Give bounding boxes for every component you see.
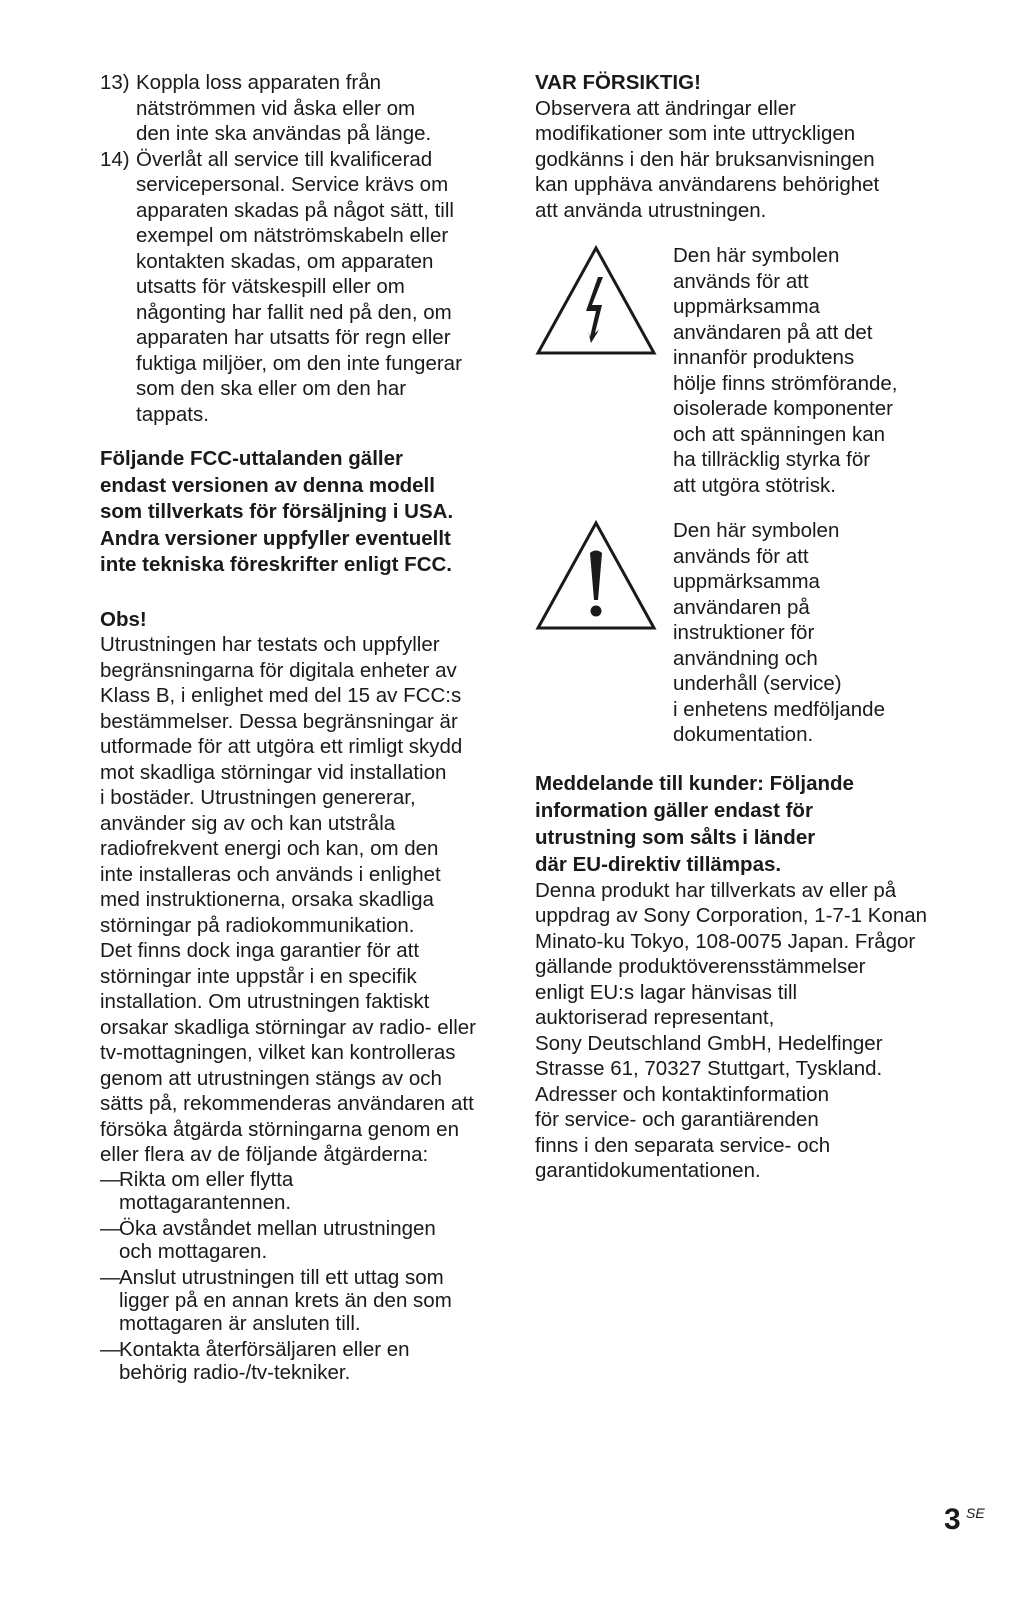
symbol-line: instruktioner för	[673, 621, 815, 644]
left-column	[100, 70, 485, 1387]
obs-line: genom att utrustningen stängs av och	[100, 1066, 442, 1090]
item-text	[136, 147, 485, 428]
caution-line: godkänns i den här bruksanvisningen	[535, 147, 875, 171]
symbol-line: användning och	[673, 646, 818, 670]
dash-bullet: —	[100, 1337, 121, 1361]
obs-line: sätts på, rekommenderas användaren att	[100, 1092, 474, 1115]
caution-line: kan upphäva användarens behörighet	[535, 173, 880, 196]
eu-notice-heading	[535, 770, 930, 878]
obs-line: bestämmelser. Dessa begränsningar är	[100, 709, 458, 733]
item-line: Koppla loss apparaten från	[136, 71, 382, 94]
item-number: 14)	[100, 147, 130, 171]
numbered-item-13	[100, 70, 485, 147]
symbol-line: hölje finns strömförande,	[673, 371, 898, 395]
lightning-symbol-notice	[535, 243, 930, 498]
obs-line: radiofrekvent energi och kan, om den	[100, 837, 439, 860]
eu-line: Adresser och kontaktinformation	[535, 1082, 829, 1106]
exclamation-symbol-notice	[535, 518, 930, 748]
symbol-line: används för att	[673, 269, 809, 293]
list-item-line: behörig radio-/tv-tekniker.	[119, 1360, 351, 1384]
eu-line: garantidokumentationen.	[535, 1159, 761, 1182]
obs-line: använder sig av och kan utstråla	[100, 811, 396, 835]
obs-line: med instruktionerna, orsaka skadliga	[100, 888, 434, 911]
obs-line: orsakar skadliga störningar av radio- eller	[100, 1015, 477, 1039]
list-item	[100, 1266, 485, 1335]
obs-line: störningar på radiokommunikation.	[100, 913, 415, 937]
obs-line: störningar inte uppstår i en specifik	[100, 964, 417, 988]
right-column	[535, 70, 930, 1184]
caution-line: att använda utrustningen.	[535, 198, 767, 222]
item-line: utsatts för vätskespill eller om	[136, 275, 405, 298]
caution-heading: VAR FÖRSIKTIG!	[535, 71, 701, 94]
list-item	[100, 1168, 485, 1214]
eu-line: Sony Deutschland GmbH, Hedelfinger	[535, 1031, 883, 1055]
item-line: Överlåt all service till kvalificerad	[136, 147, 433, 171]
symbol-line: användaren på att det	[673, 320, 873, 344]
fcc-statement	[100, 446, 485, 579]
symbol-line: ha tillräcklig styrka för	[673, 448, 871, 471]
symbol-line: att utgöra stötrisk.	[673, 473, 836, 497]
item-number: 13)	[100, 71, 130, 94]
symbol-line: och att spänningen kan	[673, 422, 885, 446]
list-item-line: ligger på en annan krets än den som	[119, 1288, 452, 1312]
symbol-line: Den här symbolen	[673, 519, 840, 542]
obs-line: Utrustningen har testats och uppfyller	[100, 633, 440, 656]
eu-notice-body	[535, 878, 930, 1184]
obs-line: inte installeras och används i enlighet	[100, 862, 441, 886]
fcc-line: inte tekniska föreskrifter enligt FCC.	[100, 553, 453, 576]
list-item-line: Anslut utrustningen till ett uttag som	[119, 1265, 444, 1289]
eu-line: Strasse 61, 70327 Stuttgart, Tyskland.	[535, 1057, 883, 1080]
exclamation-symbol-text	[673, 518, 885, 748]
symbol-line: underhåll (service)	[673, 672, 842, 695]
fcc-line: Följande FCC-uttalanden gäller	[100, 447, 403, 470]
fcc-line: endast versionen av denna modell	[100, 473, 435, 497]
obs-line: försöka åtgärda störningarna genom en	[100, 1117, 459, 1141]
symbol-line: i enhetens medföljande	[673, 697, 885, 721]
item-line: apparaten skadas på något sätt, till	[136, 198, 454, 222]
item-line: fuktiga miljöer, om den inte fungerar	[136, 351, 462, 375]
item-line: apparaten har utsatts för regn eller	[136, 326, 451, 349]
caution-line: Observera att ändringar eller	[535, 96, 796, 120]
dash-bullet: —	[100, 1167, 121, 1191]
obs-body	[100, 632, 485, 1168]
language-code: SE	[966, 1505, 985, 1521]
caution-line: modifikationer som inte uttryckligen	[535, 122, 856, 145]
eu-heading-line: där EU-direktiv tillämpas.	[535, 852, 782, 876]
dash-bullet: —	[100, 1265, 121, 1289]
list-item	[100, 1217, 485, 1263]
eu-line: för service- och garantiärenden	[535, 1108, 819, 1131]
measures-list	[100, 1168, 485, 1384]
item-line: som den ska eller om den har	[136, 377, 407, 400]
item-line: exempel om nätströmskabeln eller	[136, 224, 449, 247]
list-item-line: mottagaren är ansluten till.	[119, 1311, 361, 1335]
eu-line: Minato-ku Tokyo, 108-0075 Japan. Frågor	[535, 929, 916, 953]
obs-line: mot skadliga störningar vid installation	[100, 760, 447, 784]
symbol-line: användaren på	[673, 595, 810, 619]
item-line: nätströmmen vid åska eller om	[136, 96, 416, 120]
eu-heading-line: Meddelande till kunder: Följande	[535, 771, 854, 795]
eu-line: Denna produkt har tillverkats av eller på	[535, 878, 897, 902]
obs-line: eller flera av de följande åtgärderna:	[100, 1143, 429, 1166]
dash-bullet: —	[100, 1216, 121, 1240]
eu-line: uppdrag av Sony Corporation, 1-7-1 Konan	[535, 904, 928, 927]
item-line: tappats.	[136, 402, 209, 426]
page-number: 3	[944, 1503, 961, 1536]
lightning-symbol-text	[673, 243, 897, 498]
eu-line: finns i den separata service- och	[535, 1133, 831, 1157]
obs-heading: Obs!	[100, 607, 147, 631]
item-line: den inte ska användas på länge.	[136, 122, 432, 145]
symbol-line: oisolerade komponenter	[673, 397, 893, 420]
obs-line: utformade för att utgöra ett rimligt skydd	[100, 735, 463, 758]
item-line: servicepersonal. Service krävs om	[136, 173, 449, 196]
symbol-line: används för att	[673, 544, 809, 568]
eu-line: enligt EU:s lagar hänvisas till	[535, 980, 798, 1004]
list-item-line: Öka avståndet mellan utrustningen	[119, 1216, 436, 1240]
lightning-warning-triangle-icon	[535, 243, 673, 498]
item-text	[136, 70, 485, 147]
exclamation-warning-triangle-icon	[535, 518, 673, 748]
caution-body	[535, 96, 930, 224]
fcc-line: som tillverkats för försäljning i USA.	[100, 500, 454, 523]
item-line: kontakten skadas, om apparaten	[136, 249, 434, 273]
obs-line: tv-mottagningen, vilket kan kontrolleras	[100, 1041, 456, 1064]
eu-heading-line: utrustning som sålts i länder	[535, 825, 816, 849]
symbol-line: Den här symbolen	[673, 244, 840, 267]
symbol-line: uppmärksamma	[673, 295, 820, 318]
fcc-line: Andra versioner uppfyller eventuellt	[100, 526, 451, 550]
list-item-line: Kontakta återförsäljaren eller en	[119, 1337, 410, 1361]
obs-line: Klass B, i enlighet med del 15 av FCC:s	[100, 684, 462, 707]
numbered-item-14	[100, 147, 485, 428]
eu-heading-line: information gäller endast för	[535, 798, 813, 822]
list-item-line: Rikta om eller flytta	[119, 1167, 294, 1191]
obs-line: i bostäder. Utrustningen genererar,	[100, 786, 416, 809]
symbol-line: dokumentation.	[673, 723, 814, 746]
list-item	[100, 1338, 485, 1384]
eu-line: gällande produktöverensstämmelser	[535, 955, 866, 978]
symbol-line: innanför produktens	[673, 346, 855, 369]
obs-line: begränsningarna för digitala enheter av	[100, 658, 457, 682]
obs-line: installation. Om utrustningen faktiskt	[100, 990, 430, 1013]
list-item-line: mottagarantennen.	[119, 1190, 292, 1214]
item-line: någonting har fallit ned på den, om	[136, 300, 452, 324]
eu-line: auktoriserad representant,	[535, 1006, 775, 1029]
obs-line: Det finns dock inga garantier för att	[100, 939, 420, 962]
list-item-line: och mottagaren.	[119, 1239, 268, 1263]
symbol-line: uppmärksamma	[673, 570, 820, 593]
